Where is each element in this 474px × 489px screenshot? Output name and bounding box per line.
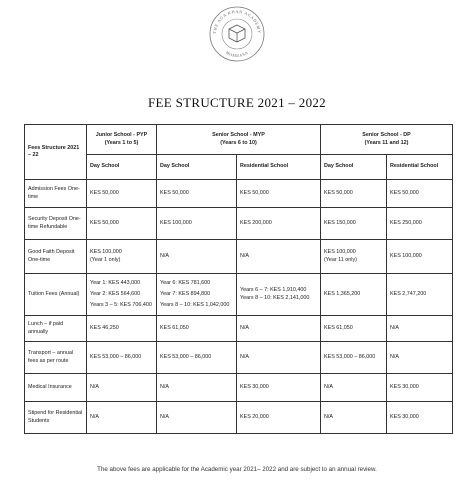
table-row bbox=[25, 274, 453, 316]
cell-line: Years 8 – 10: KES 2,141,000 bbox=[240, 294, 310, 301]
svg-text:THE AGA KHAN ACADEMY bbox=[212, 9, 262, 34]
table-cell bbox=[237, 374, 321, 402]
row-label: Stipend for Residential Students bbox=[25, 402, 87, 434]
svg-text:MOMBASA bbox=[225, 50, 249, 58]
table-cell bbox=[157, 240, 237, 274]
cell-line: KES 50,000 bbox=[90, 189, 119, 196]
table-cell bbox=[237, 342, 321, 374]
cell-line: N/A bbox=[160, 413, 169, 420]
group-header-senior-myp: Senior School - MYP (Years 6 to 10) bbox=[157, 125, 321, 155]
cell-line: KES 50,000 bbox=[240, 189, 269, 196]
cell-line: KES 50,000 bbox=[390, 189, 419, 196]
cell-line: N/A bbox=[90, 383, 99, 390]
fee-rows bbox=[25, 180, 453, 434]
row-label: Good Faith Deposit One-time bbox=[25, 240, 87, 274]
table-cell bbox=[237, 316, 321, 342]
cell-line: KES 200,000 bbox=[240, 219, 272, 226]
cell-line: KES 1,365,200 bbox=[324, 290, 361, 297]
table-cell bbox=[321, 342, 387, 374]
cell-line: Year 6: KES 781,600 bbox=[160, 279, 211, 286]
cell-line: KES 46,250 bbox=[90, 324, 119, 331]
table-cell bbox=[237, 180, 321, 208]
table-cell bbox=[157, 208, 237, 240]
table-cell bbox=[157, 274, 237, 316]
row-label: Security Deposit One-time Refundable bbox=[25, 208, 87, 240]
subheader-cell: Day School bbox=[157, 155, 237, 180]
table-row bbox=[25, 180, 453, 208]
table-cell bbox=[87, 208, 157, 240]
row-label: Transport – annual fees as per route bbox=[25, 342, 87, 374]
logo-location-text: MOMBASA bbox=[224, 49, 250, 59]
cell-line: KES 2,747,200 bbox=[390, 290, 427, 297]
table-cell bbox=[87, 180, 157, 208]
table-cell bbox=[237, 402, 321, 434]
cell-line: N/A bbox=[240, 353, 249, 360]
cell-line: N/A bbox=[160, 383, 169, 390]
table-cell bbox=[387, 240, 453, 274]
cell-line: KES 100,000 bbox=[90, 249, 122, 256]
table-cell bbox=[157, 316, 237, 342]
row-label: Medical Insurance bbox=[25, 374, 87, 402]
cell-line: N/A bbox=[390, 353, 399, 360]
table-cell bbox=[157, 402, 237, 434]
cell-line: KES 30,000 bbox=[240, 383, 269, 390]
cell-line: KES 100,000 bbox=[160, 219, 192, 226]
cell-line: Year 1: KES 443,000 bbox=[90, 279, 141, 286]
table-cell bbox=[87, 342, 157, 374]
cell-line: Years 8 – 10: KES 1,042,000 bbox=[160, 302, 230, 308]
table-cell bbox=[87, 240, 157, 274]
table-row bbox=[25, 316, 453, 342]
cell-line: N/A bbox=[324, 413, 333, 420]
academy-logo bbox=[208, 5, 266, 63]
subheader-cell: Residential School bbox=[387, 155, 453, 180]
table-row bbox=[25, 374, 453, 402]
table-row bbox=[25, 240, 453, 274]
cell-line: Years 3 – 5: KES 706,400 bbox=[90, 302, 152, 308]
table-cell bbox=[237, 274, 321, 316]
cell-line: Years 6 – 7: KES 1,910,400 bbox=[240, 287, 307, 294]
cell-line: N/A bbox=[90, 413, 99, 420]
row-label: Tuition Fees (Annual) bbox=[25, 274, 87, 316]
footer-note: The above fees are applicable for the Academic year 2021– 2022 and are subject to an annual review. bbox=[97, 466, 377, 473]
logo-ring-text: THE AGA KHAN ACADEMY bbox=[211, 8, 263, 34]
fee-structure-table bbox=[24, 124, 453, 434]
table-cell bbox=[321, 402, 387, 434]
table-cell bbox=[321, 240, 387, 274]
cell-line: KES 250,000 bbox=[390, 219, 422, 226]
corner-header: Fees Structure 2021 – 22 bbox=[25, 125, 87, 180]
table-cell bbox=[321, 316, 387, 342]
table-cell bbox=[387, 342, 453, 374]
cell-line: KES 30,000 bbox=[390, 413, 419, 420]
cell-line: KES 150,000 bbox=[324, 219, 356, 226]
table-cell bbox=[321, 180, 387, 208]
cell-line: KES 53,000 – 86,000 bbox=[160, 353, 212, 360]
table-row bbox=[25, 402, 453, 434]
cell-line: KES 50,000 bbox=[160, 189, 189, 196]
table-row bbox=[25, 208, 453, 240]
table-cell bbox=[387, 374, 453, 402]
cell-line: KES 20,000 bbox=[240, 413, 269, 420]
cell-line: KES 50,000 bbox=[324, 189, 353, 196]
cell-line: Year 2: KES 564,600 bbox=[90, 290, 141, 297]
table-cell bbox=[87, 374, 157, 402]
subheader-row bbox=[25, 155, 453, 180]
table-cell bbox=[321, 208, 387, 240]
table-cell bbox=[387, 316, 453, 342]
table-cell bbox=[321, 374, 387, 402]
row-label: Lunch – if paid annually bbox=[25, 316, 87, 342]
subheader-cell: Day School bbox=[321, 155, 387, 180]
table-cell bbox=[387, 180, 453, 208]
cell-line: (Year 1 only) bbox=[90, 256, 121, 263]
table-cell bbox=[387, 274, 453, 316]
table-row bbox=[25, 342, 453, 374]
subheader-cell: Day School bbox=[87, 155, 157, 180]
cell-line: KES 53,000 – 86,000 bbox=[324, 353, 376, 360]
cell-line: KES 50,000 bbox=[90, 219, 119, 226]
cell-line: KES 100,000 bbox=[324, 249, 356, 256]
row-label: Admission Fees One-time bbox=[25, 180, 87, 208]
table-cell bbox=[87, 316, 157, 342]
cell-line: N/A bbox=[324, 383, 333, 390]
cell-line: KES 61,050 bbox=[324, 324, 353, 331]
table-cell bbox=[157, 342, 237, 374]
subheader-cell: Residential School bbox=[237, 155, 321, 180]
cell-line: Year 7: KES 894,800 bbox=[160, 290, 211, 297]
group-header-junior-pyp: Junior School - PYP (Years 1 to 5) bbox=[87, 125, 157, 155]
group-header-row bbox=[25, 125, 453, 155]
table-cell bbox=[157, 374, 237, 402]
group-header-senior-dp: Senior School - DP (Years 11 and 12) bbox=[321, 125, 453, 155]
cell-line: KES 61,050 bbox=[160, 324, 189, 331]
table-cell bbox=[87, 402, 157, 434]
cell-line: KES 30,000 bbox=[390, 383, 419, 390]
table-cell bbox=[237, 240, 321, 274]
table-cell bbox=[387, 208, 453, 240]
cell-line: N/A bbox=[240, 324, 249, 331]
page-title: FEE STRUCTURE 2021 – 2022 bbox=[148, 95, 326, 110]
table-cell bbox=[321, 274, 387, 316]
cell-line: KES 100,000 bbox=[390, 252, 422, 259]
table-cell bbox=[387, 402, 453, 434]
cell-line: N/A bbox=[240, 252, 249, 259]
cell-line: N/A bbox=[160, 252, 169, 259]
cell-line: KES 53,000 – 86,000 bbox=[90, 353, 142, 360]
table-cell bbox=[237, 208, 321, 240]
cell-line: (Year 11 only) bbox=[324, 256, 357, 263]
table-cell bbox=[157, 180, 237, 208]
table-cell bbox=[87, 274, 157, 316]
cell-line: N/A bbox=[390, 324, 399, 331]
